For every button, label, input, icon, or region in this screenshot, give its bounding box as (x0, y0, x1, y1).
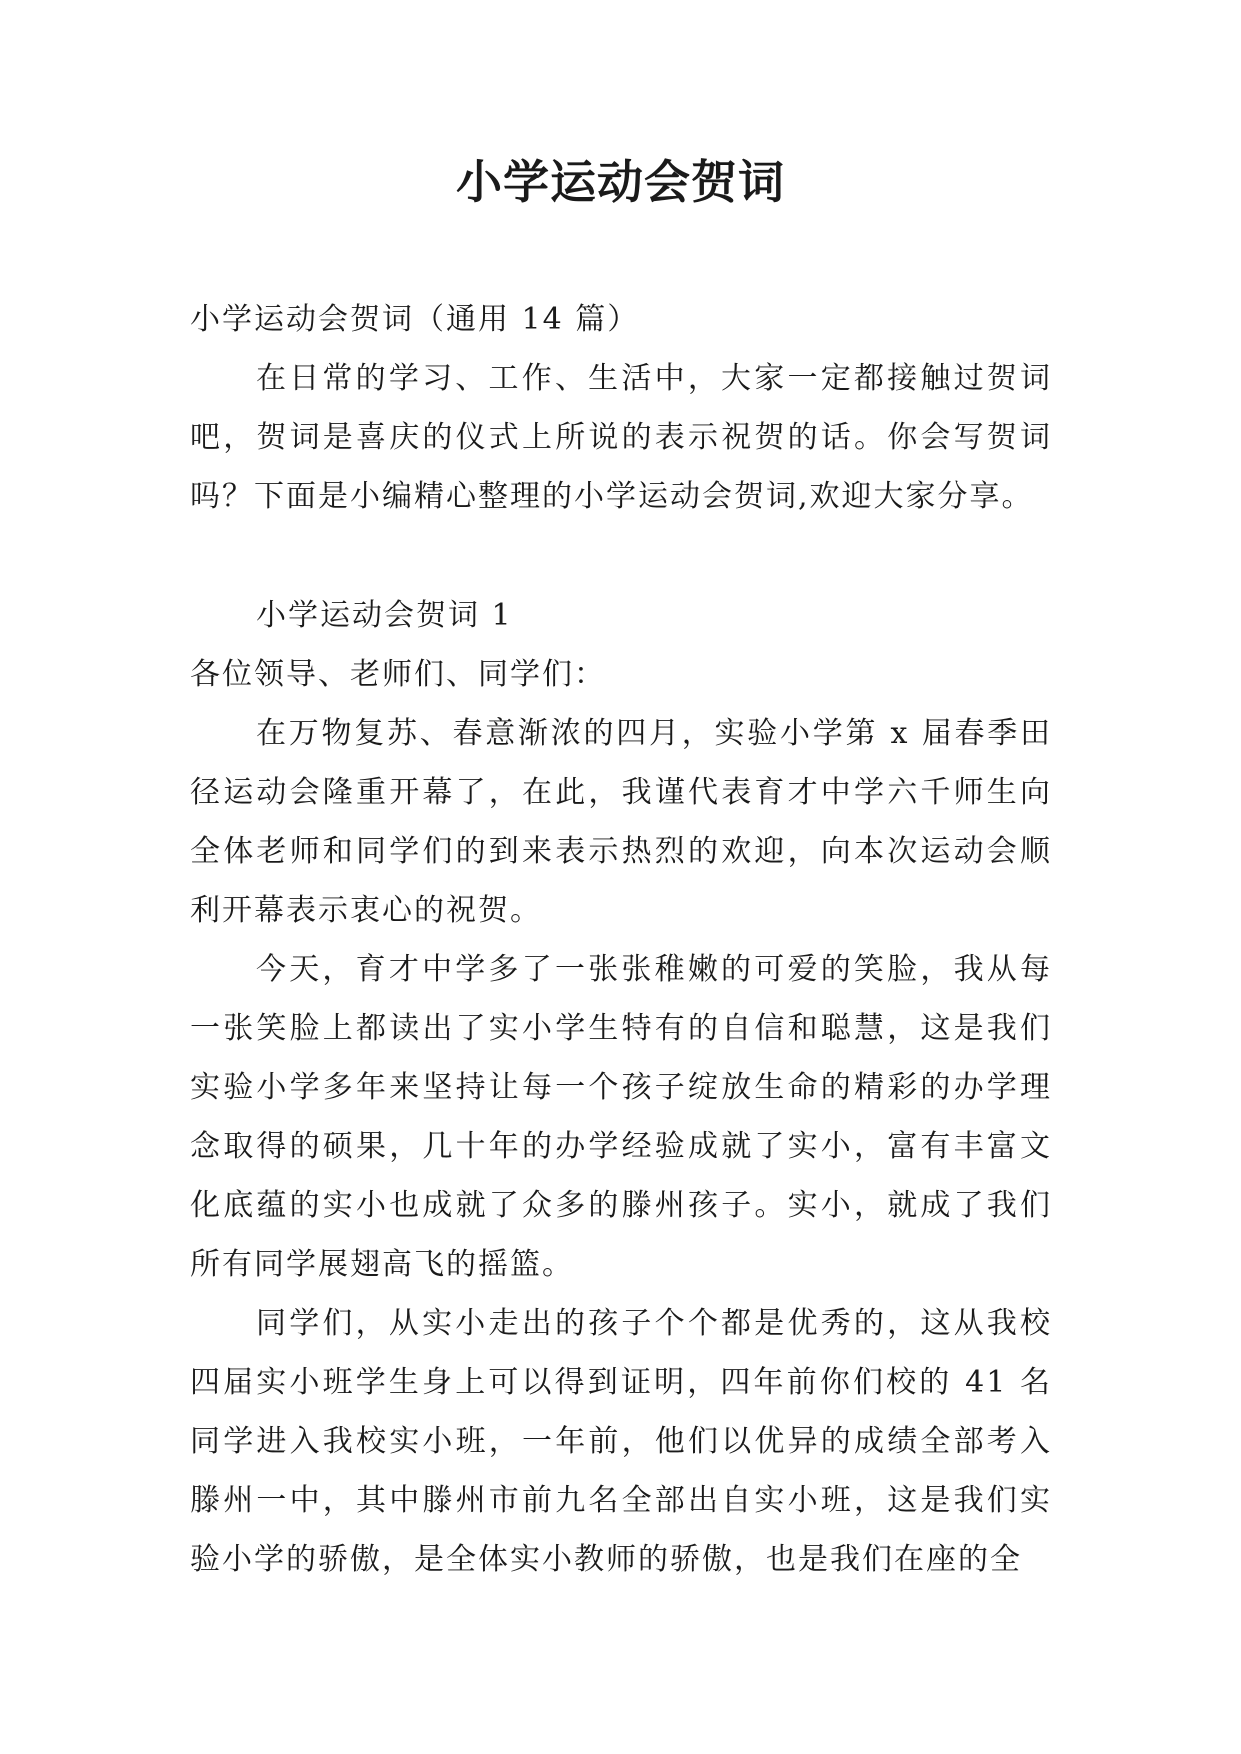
document-body (190, 290, 1052, 1589)
body-paragraph-2: 今天，育才中学多了一张张稚嫩的可爱的笑脸，我从每一张笑脸上都读出了实小学生特有的自信和聪慧，这是我们实验小学多年来坚持让每一个孩子绽放生命的精彩的办学理念取得的硕果，几十年的办学经验成就了实小，富有丰富文化底蕴的实小也成就了众多的滕州孩子。实小，就成了我们所有同学展翅高飞的摇篮。 (190, 952, 1052, 1282)
body-paragraph-3: 同学们，从实小走出的孩子个个都是优秀的，这从我校四届实小班学生身上可以得到证明，四年前你们校的 41 名同学进入我校实小班，一年前，他们以优异的成绩全部考入滕州一中，其中滕州市前九名全部出自实小班，这是我们实验小学的骄傲，是全体实小教师的骄傲，也是我们在座的全 (190, 1306, 1052, 1577)
intro-paragraph: 在日常的学习、工作、生活中，大家一定都接触过贺词吧，贺词是喜庆的仪式上所说的表示祝贺的话。你会写贺词吗？下面是小编精心整理的小学运动会贺词,欢迎大家分享。 (190, 361, 1052, 514)
section-heading: 小学运动会贺词 1 (256, 598, 513, 633)
document-subtitle: 小学运动会贺词（通用 14 篇） (190, 302, 640, 337)
body-paragraph-1: 在万物复苏、春意渐浓的四月，实验小学第 x 届春季田径运动会隆重开幕了，在此，我谨代表育才中学六千师生向全体老师和同学们的到来表示热烈的欢迎，向本次运动会顺利开幕表示衷心的祝贺。 (190, 716, 1052, 928)
document-title: 小学运动会贺词 (456, 155, 785, 209)
salutation: 各位领导、老师们、同学们： (190, 657, 606, 692)
